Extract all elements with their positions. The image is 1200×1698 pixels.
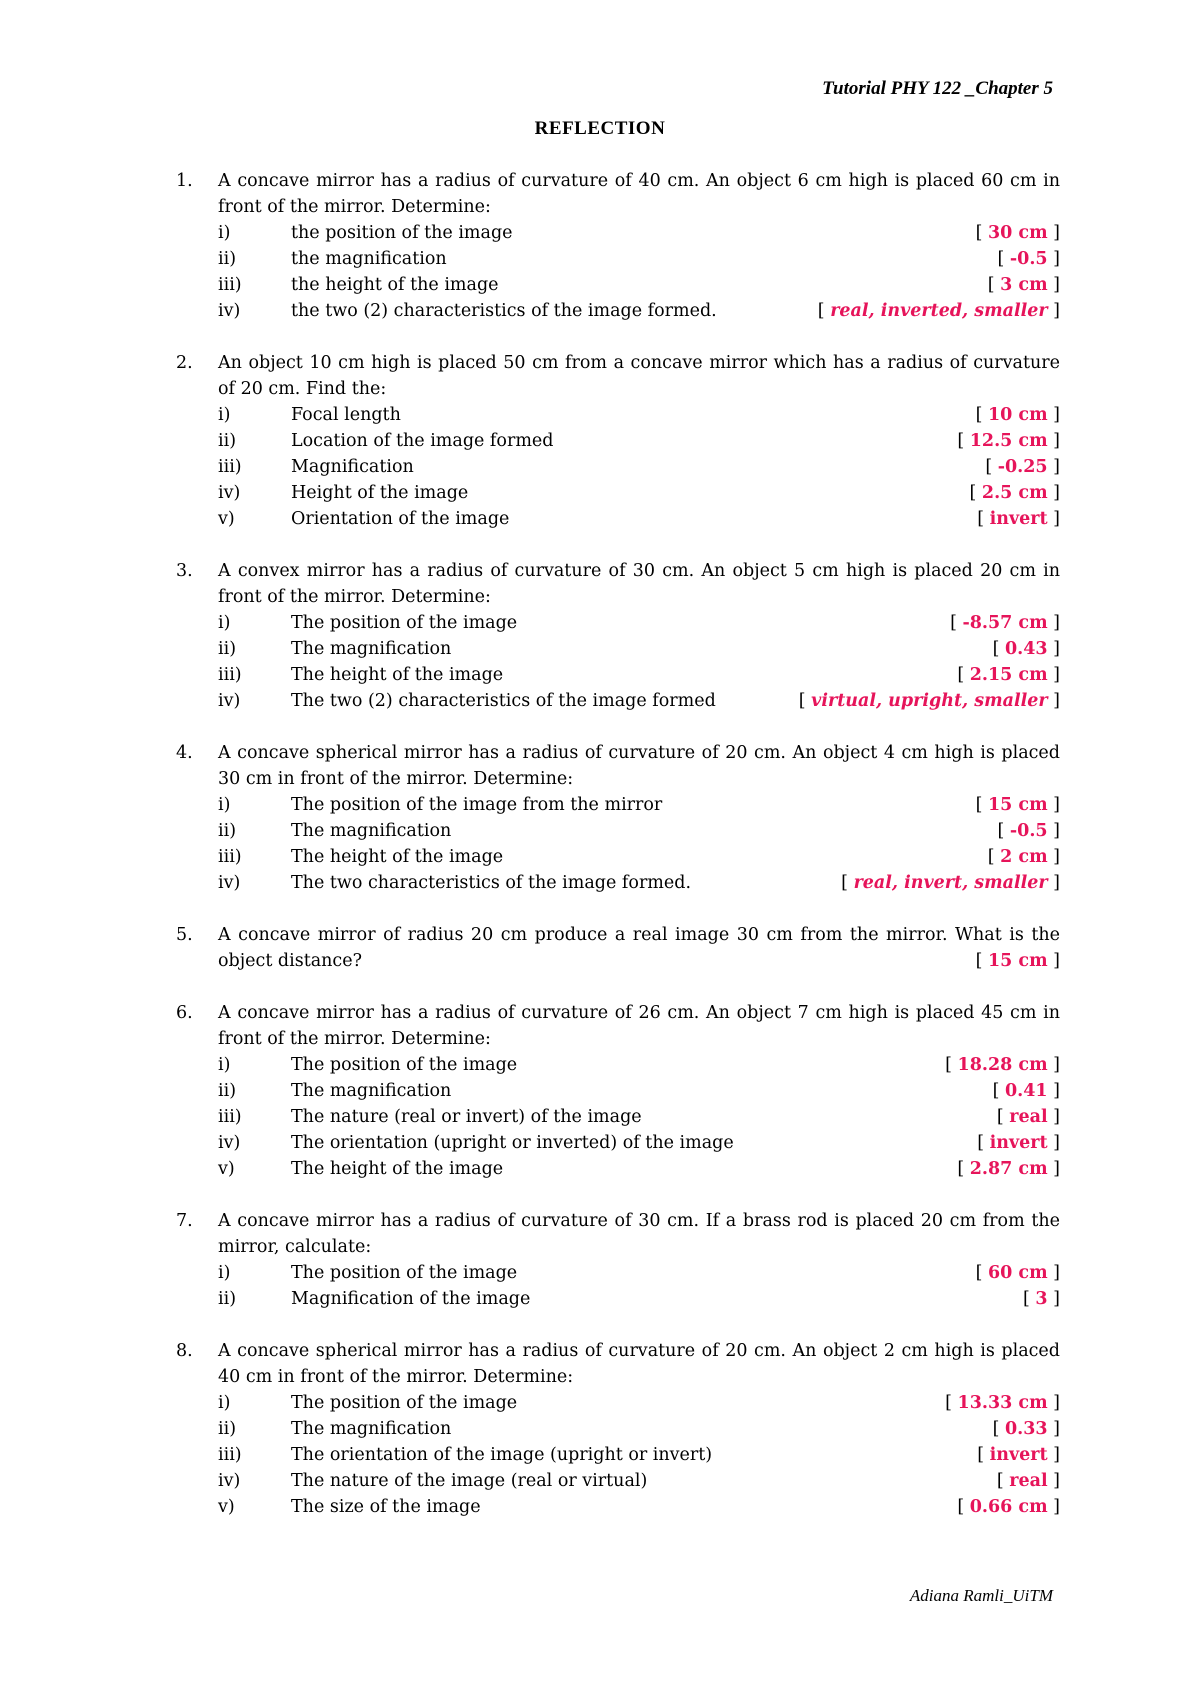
sub-question-text: Height of the image xyxy=(291,483,469,503)
answer-value: -8.57 cm xyxy=(962,613,1048,633)
sub-question-number: i) xyxy=(218,795,231,815)
answer: [ real, inverted, smaller ] xyxy=(817,301,1060,321)
question-text xyxy=(218,1000,1060,1052)
answer-value: 0.41 xyxy=(1004,1081,1048,1101)
sub-question-text: the height of the image xyxy=(291,275,499,295)
sub-question-number: iii) xyxy=(218,1107,242,1127)
sub-question-number: ii) xyxy=(218,1289,237,1309)
question-text-content: A concave spherical mirror has a radius of curvature of 20 cm. An object 4 cm high is placed 30 cm in front of the mirror. Determine: xyxy=(218,743,1060,789)
question-text-content: An object 10 cm high is placed 50 cm from a concave mirror which has a radius of curvature of 20 cm. Find the: xyxy=(218,353,1060,399)
sub-question-number: iv) xyxy=(218,1471,241,1491)
sub-question-text: The nature of the image (real or virtual) xyxy=(291,1471,648,1491)
sub-question-text: The height of the image xyxy=(291,847,504,867)
answer: [ 13.33 cm ] xyxy=(945,1393,1060,1413)
sub-question-text: the position of the image xyxy=(291,223,513,243)
answer: [ 2.5 cm ] xyxy=(969,483,1060,503)
question-list xyxy=(176,168,1060,1546)
sub-question xyxy=(218,480,1060,506)
sub-question-text: The magnification xyxy=(291,821,452,841)
sub-question-number: iv) xyxy=(218,1133,241,1153)
sub-question-text: The height of the image xyxy=(291,665,504,685)
answer: [ -0.5 ] xyxy=(997,821,1060,841)
sub-question-number: v) xyxy=(218,1159,235,1179)
sub-question-text: The position of the image xyxy=(291,1393,518,1413)
sub-question-text: The height of the image xyxy=(291,1159,504,1179)
answer-value: 2.15 cm xyxy=(969,665,1048,685)
sub-question-text: The size of the image xyxy=(291,1497,481,1517)
sub-question-number: iii) xyxy=(218,1445,242,1465)
question-text-content: A concave mirror of radius 20 cm produce a real image 30 cm from the mirror. What is the object distance? xyxy=(218,925,1060,971)
sub-question xyxy=(218,1416,1060,1442)
question-number: 5. xyxy=(176,925,193,945)
question-text xyxy=(218,558,1060,610)
sub-question xyxy=(218,272,1060,298)
sub-question-number: v) xyxy=(218,1497,235,1517)
sub-question-number: i) xyxy=(218,1055,231,1075)
sub-question-number: i) xyxy=(218,1393,231,1413)
question-number: 1. xyxy=(176,171,193,191)
sub-question-text: The magnification xyxy=(291,1419,452,1439)
question-item xyxy=(176,168,1060,324)
answer-value: invert xyxy=(989,1133,1048,1153)
answer: [ 18.28 cm ] xyxy=(945,1055,1060,1075)
answer-value: -0.5 xyxy=(1009,821,1048,841)
answer-value: 60 cm xyxy=(987,1263,1048,1283)
sub-question xyxy=(218,428,1060,454)
question-item xyxy=(176,922,1060,974)
sub-question-text: Location of the image formed xyxy=(291,431,554,451)
question-number: 8. xyxy=(176,1341,193,1361)
sub-question-text: Orientation of the image xyxy=(291,509,510,529)
sub-question-text: The position of the image xyxy=(291,613,518,633)
question-text xyxy=(218,1338,1060,1390)
sub-question xyxy=(218,844,1060,870)
question-text-content: A concave mirror has a radius of curvature of 40 cm. An object 6 cm high is placed 60 cm in front of the mirror. Determine: xyxy=(218,171,1060,217)
sub-question xyxy=(218,1442,1060,1468)
sub-question-text: The magnification xyxy=(291,1081,452,1101)
question-item xyxy=(176,740,1060,896)
sub-question-number: ii) xyxy=(218,1419,237,1439)
sub-question-number: i) xyxy=(218,405,231,425)
question-text xyxy=(218,350,1060,402)
sub-question xyxy=(218,1078,1060,1104)
answer: [ 0.33 ] xyxy=(992,1419,1060,1439)
answer-value: 13.33 cm xyxy=(957,1393,1048,1413)
sub-question-number: iv) xyxy=(218,483,241,503)
sub-question-text: The orientation (upright or inverted) of the image xyxy=(291,1133,734,1153)
answer: [ 15 cm ] xyxy=(975,951,1060,971)
sub-question xyxy=(218,454,1060,480)
answer-value: 30 cm xyxy=(987,223,1048,243)
question-text xyxy=(218,168,1060,220)
sub-question xyxy=(218,1156,1060,1182)
question-number: 4. xyxy=(176,743,193,763)
answer: [ 15 cm ] xyxy=(975,795,1060,815)
sub-question-number: ii) xyxy=(218,431,237,451)
answer: [ real ] xyxy=(996,1107,1060,1127)
answer-value: -0.5 xyxy=(1009,249,1048,269)
sub-question xyxy=(218,1286,1060,1312)
sub-question-text: the magnification xyxy=(291,249,447,269)
answer-value: 15 cm xyxy=(987,951,1048,971)
answer-value: 12.5 cm xyxy=(969,431,1048,451)
answer: [ 3 cm ] xyxy=(987,275,1060,295)
question-number: 3. xyxy=(176,561,193,581)
answer: [ 30 cm ] xyxy=(975,223,1060,243)
answer: [ 2.87 cm ] xyxy=(957,1159,1060,1179)
sub-question xyxy=(218,792,1060,818)
sub-question xyxy=(218,662,1060,688)
question-text-content: A concave mirror has a radius of curvature of 26 cm. An object 7 cm high is placed 45 cm in front of the mirror. Determine: xyxy=(218,1003,1060,1049)
question-number: 7. xyxy=(176,1211,193,1231)
page-footer: Adiana Ramli_UiTM xyxy=(909,1586,1053,1605)
sub-question-number: ii) xyxy=(218,249,237,269)
answer: [ 60 cm ] xyxy=(975,1263,1060,1283)
answer-value: real xyxy=(1009,1471,1048,1491)
answer-value: 2 cm xyxy=(1000,847,1048,867)
page-title: REFLECTION xyxy=(534,118,666,139)
sub-question-text: The position of the image xyxy=(291,1263,518,1283)
question-text xyxy=(218,922,1060,974)
question-item xyxy=(176,1000,1060,1182)
answer-value: 0.33 xyxy=(1004,1419,1048,1439)
sub-question-text: Magnification xyxy=(291,457,414,477)
question-text-content: A convex mirror has a radius of curvature of 30 cm. An object 5 cm high is placed 20 cm in front of the mirror. Determine: xyxy=(218,561,1060,607)
sub-question-number: v) xyxy=(218,509,235,529)
answer-value: invert xyxy=(989,509,1048,529)
question-item xyxy=(176,1208,1060,1312)
answer-value: 2.5 cm xyxy=(981,483,1048,503)
answer: [ 10 cm ] xyxy=(975,405,1060,425)
sub-question xyxy=(218,870,1060,896)
answer-value: virtual, upright, smaller xyxy=(811,691,1048,711)
answer-value: 0.43 xyxy=(1004,639,1048,659)
answer: [ -8.57 cm ] xyxy=(950,613,1060,633)
page-header: Tutorial PHY 122 _Chapter 5 xyxy=(822,78,1053,99)
sub-question xyxy=(218,298,1060,324)
answer: [ 2 cm ] xyxy=(987,847,1060,867)
answer-value: 0.66 cm xyxy=(969,1497,1048,1517)
answer: [ 0.43 ] xyxy=(992,639,1060,659)
sub-question-text: Magnification of the image xyxy=(291,1289,531,1309)
sub-question xyxy=(218,246,1060,272)
sub-question-number: iii) xyxy=(218,457,242,477)
sub-question-number: iv) xyxy=(218,301,241,321)
sub-question-number: iv) xyxy=(218,691,241,711)
sub-question xyxy=(218,610,1060,636)
sub-question-text: The nature (real or invert) of the image xyxy=(291,1107,642,1127)
answer-value: real, invert, smaller xyxy=(853,873,1048,893)
question-text-content: A concave spherical mirror has a radius of curvature of 20 cm. An object 2 cm high is placed 40 cm in front of the mirror. Determine: xyxy=(218,1341,1060,1387)
sub-question xyxy=(218,1130,1060,1156)
answer: [ virtual, upright, smaller ] xyxy=(798,691,1060,711)
answer-value: 2.87 cm xyxy=(969,1159,1048,1179)
answer-value: real xyxy=(1009,1107,1048,1127)
question-text xyxy=(218,1208,1060,1260)
answer: [ real, invert, smaller ] xyxy=(841,873,1060,893)
answer: [ real ] xyxy=(996,1471,1060,1491)
sub-question-number: ii) xyxy=(218,821,237,841)
question-item xyxy=(176,1338,1060,1520)
sub-question xyxy=(218,1468,1060,1494)
sub-question-number: i) xyxy=(218,223,231,243)
answer-value: 15 cm xyxy=(987,795,1048,815)
question-text xyxy=(218,740,1060,792)
answer: [ invert ] xyxy=(977,1445,1060,1465)
sub-question xyxy=(218,506,1060,532)
answer: [ -0.5 ] xyxy=(997,249,1060,269)
sub-question xyxy=(218,1390,1060,1416)
sub-question xyxy=(218,1104,1060,1130)
answer-value: 18.28 cm xyxy=(957,1055,1048,1075)
answer: [ 0.66 cm ] xyxy=(957,1497,1060,1517)
question-number: 2. xyxy=(176,353,193,373)
answer-value: 3 xyxy=(1035,1289,1048,1309)
question-item xyxy=(176,558,1060,714)
sub-question xyxy=(218,688,1060,714)
sub-question-number: i) xyxy=(218,1263,231,1283)
answer-value: invert xyxy=(989,1445,1048,1465)
sub-question-text: The two characteristics of the image formed. xyxy=(291,873,692,893)
sub-question-text: The orientation of the image (upright or invert) xyxy=(291,1445,713,1465)
sub-question-number: iii) xyxy=(218,847,242,867)
answer-value: 3 cm xyxy=(1000,275,1048,295)
sub-question xyxy=(218,818,1060,844)
answer: [ 12.5 cm ] xyxy=(957,431,1060,451)
sub-question-text: the two (2) characteristics of the image formed. xyxy=(291,301,717,321)
answer: [ 0.41 ] xyxy=(992,1081,1060,1101)
sub-question-number: iii) xyxy=(218,665,242,685)
sub-question-number: ii) xyxy=(218,639,237,659)
sub-question-text: The position of the image xyxy=(291,1055,518,1075)
sub-question-number: ii) xyxy=(218,1081,237,1101)
sub-question xyxy=(218,402,1060,428)
answer-value: -0.25 xyxy=(997,457,1048,477)
sub-question xyxy=(218,220,1060,246)
sub-question xyxy=(218,1494,1060,1520)
answer: [ 2.15 cm ] xyxy=(957,665,1060,685)
sub-question-text: The position of the image from the mirror xyxy=(291,795,663,815)
sub-question-number: iii) xyxy=(218,275,242,295)
question-text-content: A concave mirror has a radius of curvature of 30 cm. If a brass rod is placed 20 cm from the mirror, calculate: xyxy=(218,1211,1060,1257)
answer: [ 3 ] xyxy=(1023,1289,1060,1309)
answer-value: real, inverted, smaller xyxy=(830,301,1048,321)
sub-question-text: The magnification xyxy=(291,639,452,659)
sub-question-text: Focal length xyxy=(291,405,401,425)
answer: [ invert ] xyxy=(977,1133,1060,1153)
sub-question-number: iv) xyxy=(218,873,241,893)
answer: [ -0.25 ] xyxy=(985,457,1060,477)
question-number: 6. xyxy=(176,1003,193,1023)
sub-question-number: i) xyxy=(218,613,231,633)
question-item xyxy=(176,350,1060,532)
answer-value: 10 cm xyxy=(987,405,1048,425)
sub-question xyxy=(218,1052,1060,1078)
sub-question xyxy=(218,636,1060,662)
answer: [ invert ] xyxy=(977,509,1060,529)
sub-question xyxy=(218,1260,1060,1286)
sub-question-text: The two (2) characteristics of the image formed xyxy=(291,691,716,711)
